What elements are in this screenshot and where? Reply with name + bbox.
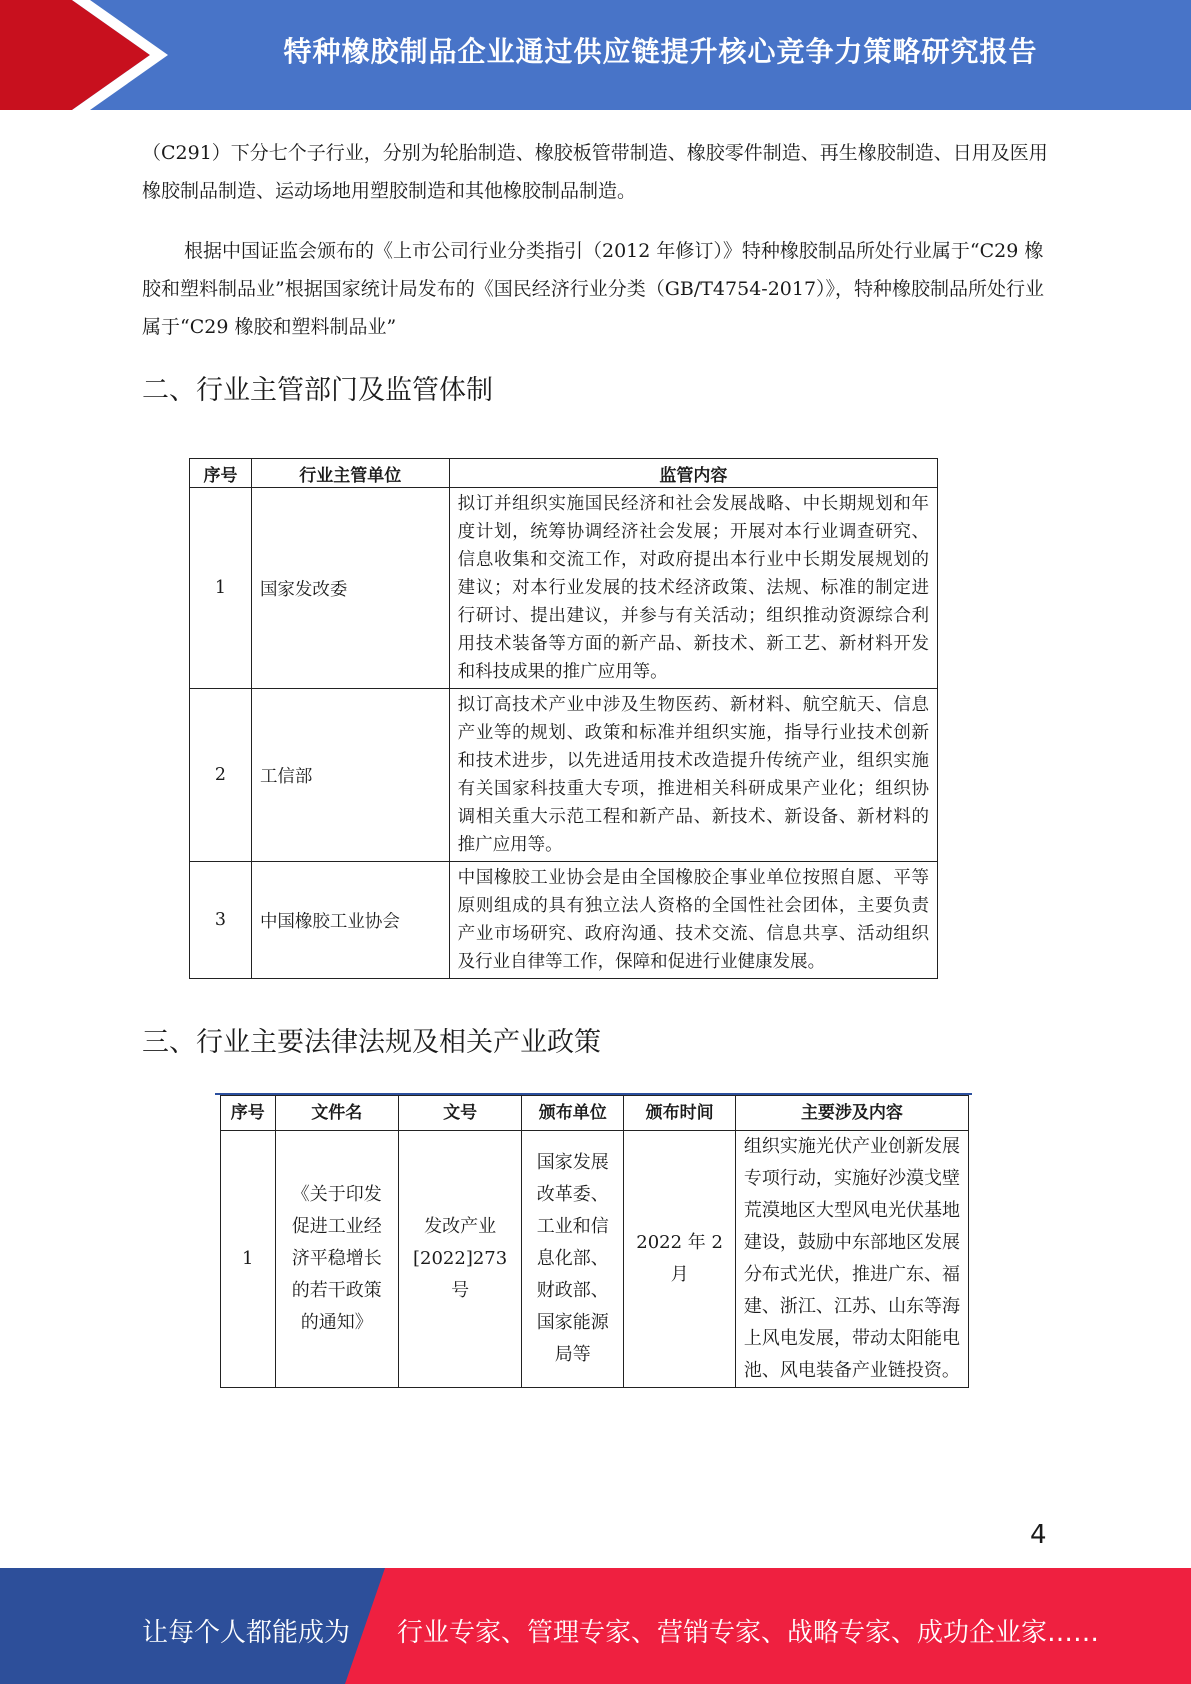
- column-header: 文号: [398, 1096, 521, 1131]
- regulation-content: 拟订高技术产业中涉及生物医药、新材料、航空航天、信息产业等的规划、政策和标准并组织实施，指导行业技术创新和技术进步，以先进适用技术改造提升传统产业，组织实施有关国家科技重大专项，推进相关科研成果产业化；组织协调相关重大示范工程和新产品、新技术、新设备、新材料的推广应用等。: [449, 689, 937, 862]
- page-number: 4: [1030, 1520, 1047, 1550]
- footer-slogan-left: 让每个人都能成为: [142, 1618, 351, 1648]
- regulator-table: [189, 458, 938, 979]
- issuing-body: 国家发展改革委、工业和信息化部、财政部、国家能源局等: [522, 1131, 624, 1388]
- column-header: 主要涉及内容: [735, 1096, 968, 1131]
- column-header: 监管内容: [449, 459, 937, 488]
- row-number: 1: [221, 1131, 276, 1388]
- regulation-content: 中国橡胶工业协会是由全国橡胶企事业单位按照自愿、平等原则组成的具有独立法人资格的全国性社会团体，主要负责产业市场研究、政府沟通、技术交流、信息共享、活动组织及行业自律等工作，保障和促进行业健康发展。: [449, 862, 937, 979]
- column-header: 行业主管单位: [251, 459, 449, 488]
- policy-content: 组织实施光伏产业创新发展专项行动，实施好沙漠戈壁荒漠地区大型风电光伏基地建设，鼓励中东部地区发展分布式光伏，推进广东、福建、浙江、江苏、山东等海上风电发展，带动太阳能电池、风电装备产业链投资。: [735, 1131, 968, 1388]
- document-number: 发改产业[2022]273号: [398, 1131, 521, 1388]
- column-header: 序号: [190, 459, 252, 488]
- table-header-row: [190, 459, 938, 488]
- regulation-content: 拟订并组织实施国民经济和社会发展战略、中长期规划和年度计划，统筹协调经济社会发展；开展对本行业调查研究、信息收集和交流工作，对政府提出本行业中长期发展规划的建议；对本行业发展的技术经济政策、法规、标准的制定进行研讨、提出建议，并参与有关活动；组织推动资源综合利用技术装备等方面的新产品、新技术、新工艺、新材料开发和科技成果的推广应用等。: [449, 488, 937, 689]
- header-banner: [0, 0, 1191, 110]
- section-heading-regulators: 二、行业主管部门及监管体制: [142, 375, 493, 406]
- column-header: 文件名: [275, 1096, 398, 1131]
- paragraph-classification: 根据中国证监会颁布的《上市公司行业分类指引（2012 年修订）》特种橡胶制品所处行业属于“C29 橡胶和塑料制品业”根据国家统计局发布的《国民经济行业分类（GB/T4754-2017）》，特种橡胶制品所处行业属于“C29 橡胶和塑料制品业”: [142, 240, 1045, 338]
- row-number: 1: [190, 488, 252, 689]
- regulator-name: 工信部: [251, 689, 449, 862]
- policy-table: [220, 1095, 969, 1388]
- table-row: [190, 689, 938, 862]
- table-row: [221, 1131, 969, 1388]
- column-header: 颁布时间: [624, 1096, 736, 1131]
- footer-banner: [0, 1568, 1191, 1684]
- column-header: 颁布单位: [522, 1096, 624, 1131]
- regulator-name: 中国橡胶工业协会: [251, 862, 449, 979]
- column-header: 序号: [221, 1096, 276, 1131]
- regulator-name: 国家发改委: [251, 488, 449, 689]
- footer-slogan-right: 行业专家、管理专家、营销专家、战略专家、成功企业家……: [397, 1618, 1100, 1648]
- section-heading-policies: 三、行业主要法律法规及相关产业政策: [142, 1027, 601, 1058]
- table-header-row: [221, 1096, 969, 1131]
- document-name: 《关于印发促进工业经济平稳增长的若干政策的通知》: [275, 1131, 398, 1388]
- report-title: 特种橡胶制品企业通过供应链提升核心竞争力策略研究报告: [283, 35, 1038, 68]
- issue-date: 2022 年 2 月: [624, 1131, 736, 1388]
- row-number: 3: [190, 862, 252, 979]
- table-row: [190, 488, 938, 689]
- table-row: [190, 862, 938, 979]
- row-number: 2: [190, 689, 252, 862]
- paragraph-subindustries: （C291）下分七个子行业，分别为轮胎制造、橡胶板管带制造、橡胶零件制造、再生橡胶制造、日用及医用橡胶制品制造、运动场地用塑胶制造和其他橡胶制品制造。: [142, 142, 1048, 202]
